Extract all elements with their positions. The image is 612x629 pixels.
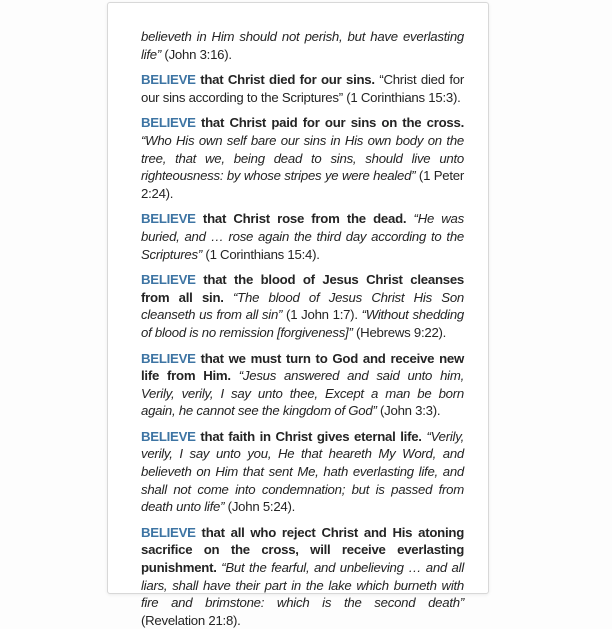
statement-text: that Christ paid for our sins on the cross. [195, 115, 464, 131]
believe-paragraph [141, 350, 464, 420]
statement-text: that Christ rose from the dead. [195, 211, 414, 227]
scripture-reference: (Hebrews 9:22). [356, 324, 447, 340]
believe-keyword: BELIEVE [141, 350, 196, 366]
scripture-reference: (John 3:16). [164, 46, 232, 62]
continuation-paragraph [141, 28, 464, 63]
believe-keyword: BELIEVE [141, 524, 196, 540]
believe-keyword: BELIEVE [141, 272, 196, 288]
statement-text: that we must turn to God and receive new life from Him. [141, 350, 464, 384]
scripture-reference: (John 5:24). [227, 499, 296, 515]
believe-paragraph [141, 114, 464, 202]
scripture-reference: (John 3:3). [380, 403, 441, 419]
statement-text: that all who reject Christ and His atoning sacrifice on the cross, will receive everlasting punishment. [141, 524, 464, 576]
believe-paragraph [141, 428, 464, 516]
scripture-reference: (1 John 1:7). [286, 307, 362, 323]
scripture-quote: “Verily, verily, I say unto you, He that heareth My Word, and believeth on Him that sent Me, hath everlasting life, and shall not come into condemnation; but is passed from death unto life” [141, 428, 464, 515]
statement-text: that faith in Christ gives eternal life. [195, 428, 427, 444]
scripture-quote: “But the fearful, and unbelieving … and all liars, shall have their part in the lake which burneth with fire and brimstone: which is the second death” [141, 560, 465, 611]
scripture-reference: (1 Corinthians 15:4). [205, 246, 320, 262]
believe-paragraph [141, 71, 464, 106]
scripture-quote: “The blood of Jesus Christ His Son cleanseth us from all sin” [141, 289, 464, 323]
believe-paragraph [141, 271, 464, 341]
scripture-quote: “Jesus answered and said unto him, Verily, verily, I say unto thee, Except a man be born again, he cannot see the kingdom of God” [141, 368, 464, 419]
believe-paragraph [141, 210, 464, 263]
believe-keyword: BELIEVE [141, 115, 196, 131]
scripture-reference: (1 Peter 2:24). [141, 168, 464, 201]
scripture-quote: “Christ died for our sins according to the Scriptures” [141, 72, 464, 105]
scripture-reference: (1 Corinthians 15:3). [346, 89, 461, 105]
believe-keyword: BELIEVE [141, 72, 196, 88]
believe-paragraph [141, 524, 464, 629]
scripture-quote: “He was buried, and … rose again the third day according to the Scriptures” [141, 211, 464, 262]
believe-keyword: BELIEVE [141, 211, 196, 227]
page-text-block [108, 3, 488, 629]
statement-text: that Christ died for our sins. [195, 72, 380, 88]
statement-text: that the blood of Jesus Christ cleanses from all sin. [141, 272, 464, 305]
tract-page [107, 2, 489, 628]
scripture-reference: (Revelation 21:8). [141, 612, 241, 628]
believe-keyword: BELIEVE [141, 428, 196, 444]
scripture-quote: “Who His own self bare our sins in His own body on the tree, that we, being dead to sins, should live unto righteousness: by whose stripes ye were healed” [141, 132, 464, 184]
scripture-quote: “Without shedding of blood is no remission [forgiveness]” [141, 307, 464, 340]
scripture-quote: believeth in Him should not perish, but have everlasting life” [141, 29, 464, 62]
